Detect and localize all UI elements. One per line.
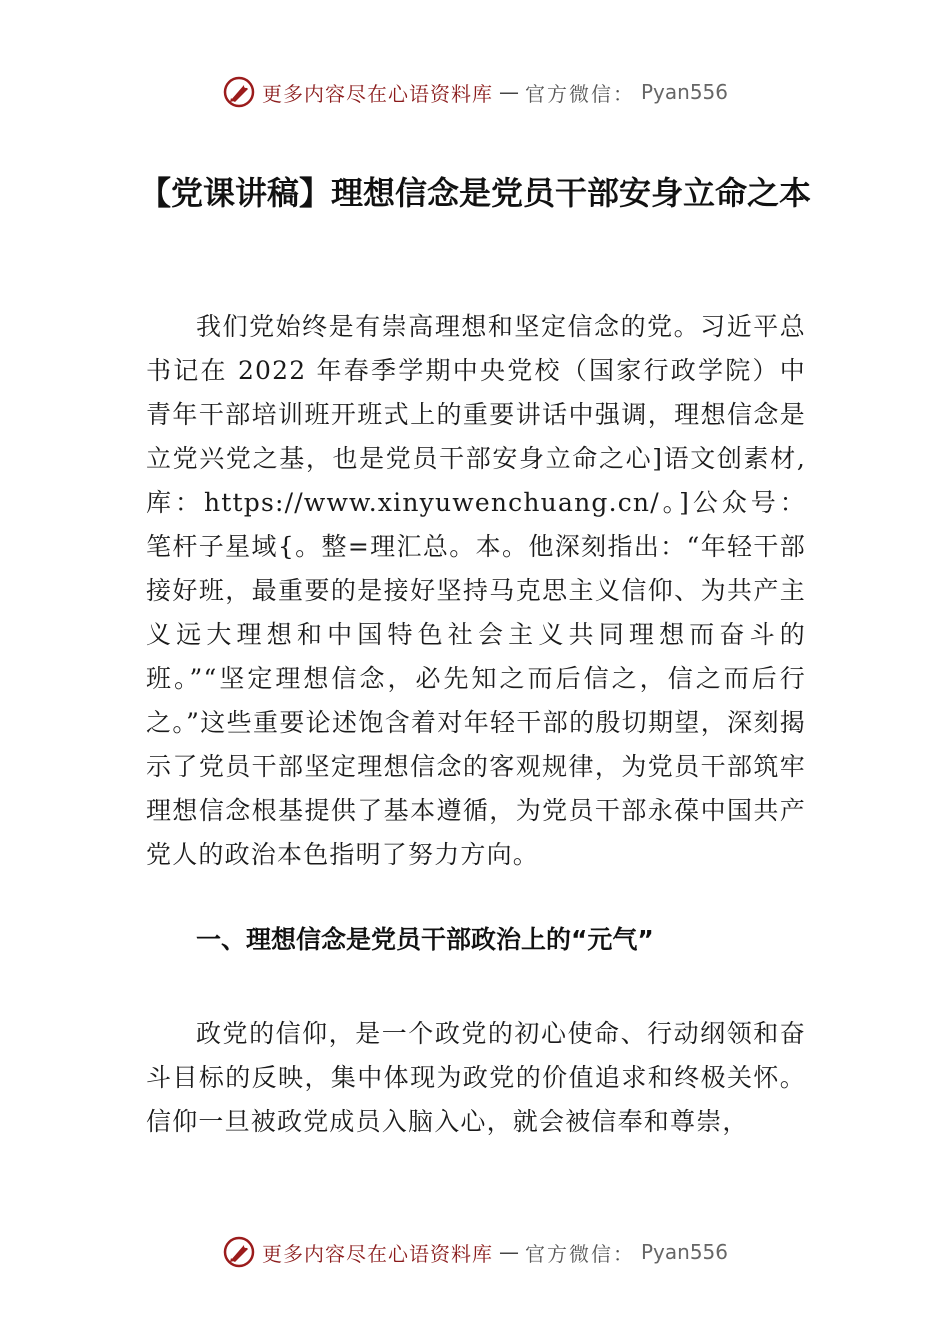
header-banner: [0, 72, 950, 112]
pen-nib-logo-icon: [222, 1235, 256, 1269]
banner-separator: —: [498, 1240, 519, 1264]
section-heading: 一、理想信念是党员干部政治上的“元气”: [196, 925, 654, 954]
banner-contact-label: 官方微信：: [524, 81, 635, 106]
banner-tagline: 更多内容尽在心语资料库: [261, 1241, 493, 1266]
body-paragraph: 政党的信仰，是一个政党的初心使命、行动纲领和奋斗目标的反映，集中体现为政党的价值追求和终极关怀。信仰一旦被政党成员入脑入心，就会被信奉和尊崇，: [146, 1019, 806, 1136]
banner-contact-label: 官方微信：: [524, 1241, 635, 1266]
footer-banner: [0, 1232, 950, 1272]
document-title: 【党课讲稿】理想信念是党员干部安身立命之本: [138, 174, 811, 212]
banner-separator: —: [498, 80, 519, 104]
pen-nib-logo-icon: [222, 75, 256, 109]
banner-contact-id: Pyan556: [640, 1240, 728, 1264]
banner-contact-id: Pyan556: [640, 80, 728, 104]
body-paragraph: 我们党始终是有崇高理想和坚定信念的党。习近平总书记在 2022 年春季学期中央党校（国家行政学院）中青年干部培训班开班式上的重要讲话中强调，理想信念是立党兴党之基，也是党员干部安身立命之心]语文创素材,库：https://www.xinyuwenchuang.cn/。]公众号：笔杆子星域{。整=理汇总。本。他深刻指出：“年轻干部接好班，最重要的是接好坚持马克思主义信仰、为共产主义远大理想和中国特色社会主义共同理想而奋斗的班。”“坚定理想信念，必先知之而后信之，信之而后行之。”这些重要论述饱含着对年轻干部的殷切期望，深刻揭示了党员干部坚定理想信念的客观规律，为党员干部筑牢理想信念根基提供了基本遵循，为党员干部永葆中国共产党人的政治本色指明了努力方向。: [146, 312, 806, 869]
banner-tagline: 更多内容尽在心语资料库: [261, 81, 493, 106]
